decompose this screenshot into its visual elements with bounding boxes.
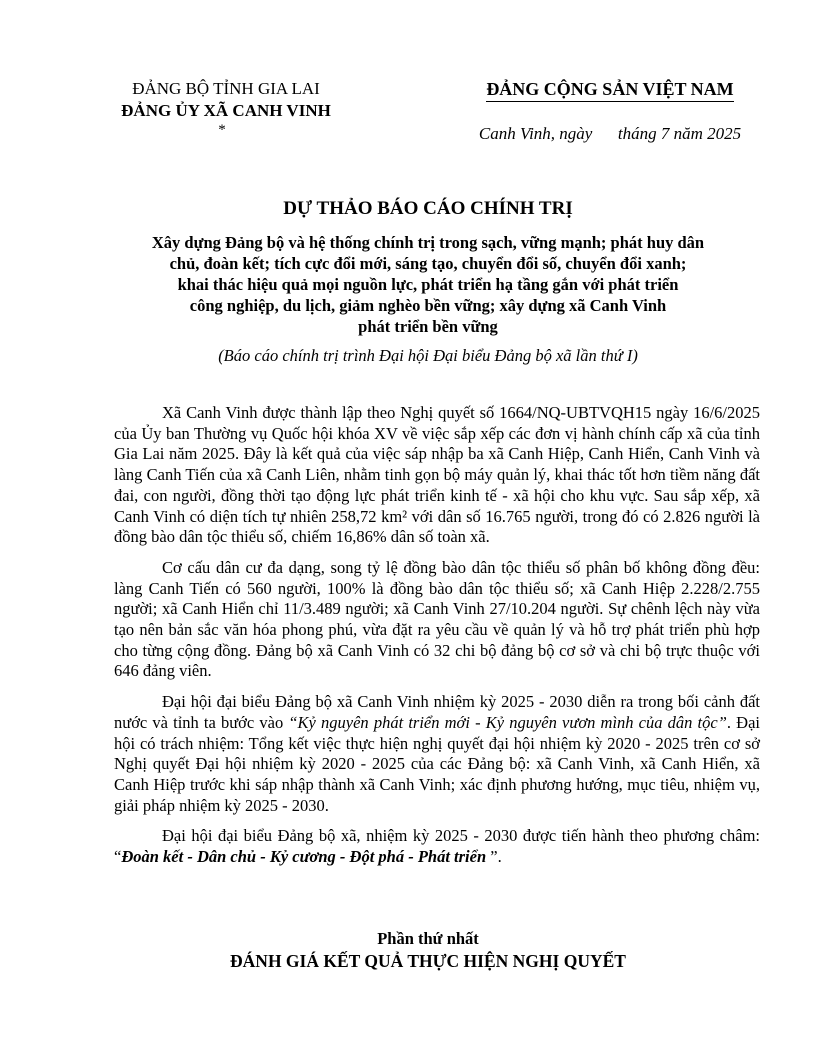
subtitle-line: chủ, đoàn kết; tích cực đổi mới, sáng tạo, chuyển đổi số, chuyển đổi xanh; <box>169 254 687 273</box>
paragraph-4-text-a: Đại hội đại biểu Đảng bộ xã, nhiệm kỳ 2025 - 2030 được tiến hành theo phương châm: “ <box>114 826 760 867</box>
party-name: ĐẢNG CỘNG SẢN VIỆT NAM <box>486 78 733 102</box>
paragraph-3-text-a: Đại hội đại biểu Đảng bộ xã Canh Vinh nhiệm kỳ 2025 - 2030 diễn ra trong bối cảnh đất nước và tỉnh ta bước vào <box>114 692 760 732</box>
section-title: ĐÁNH GIÁ KẾT QUẢ THỰC HIỆN NGHỊ QUYẾT <box>230 951 626 971</box>
issuing-organization <box>96 78 356 138</box>
org-star: * <box>218 122 226 138</box>
party-header <box>460 78 760 145</box>
paragraph-2: Cơ cấu dân cư đa dạng, song tỷ lệ đồng bào dân tộc thiểu số phân bố không đồng đều: làng Canh Tiến có 560 người, 100% là đồng bào dân tộc thiểu số; xã Canh Hiệp 2.228/2.755 người; xã Canh Hiển chỉ 11/3.489 người; xã Canh Vinh 27/10.204 người. Sự chênh lệch này vừa tạo nên bản sắc văn hóa phong phú, vừa đặt ra yêu cầu về quản lý và hỗ trợ phát triển phù hợp cho từng cộng đồng. Đảng bộ xã Canh Vinh có 32 chi bộ đảng bộ cơ sở và chi bộ trực thuộc với 646 đảng viên. <box>114 557 760 681</box>
paragraph-3-text-b: . Đại hội có trách nhiệm: Tổng kết việc thực hiện nghị quyết đại hội nhiệm kỳ 2020 - 2025 trên cơ sở Nghị quyết Đại hội nhiệm kỳ 2020 - 2025 của các Đảng bộ: xã Canh Vinh, xã Canh Hiển, xã Canh Hiệp trước khi sáp nhập thành xã Canh Vinh; xác định phương hướng, mục tiêu, nhiệm vụ, giải pháp nhiệm kỳ 2025 - 2030. <box>114 712 761 815</box>
date-line: Canh Vinh, ngày tháng 7 năm 2025 <box>478 124 742 143</box>
org-line-2: ĐẢNG ỦY XÃ CANH VINH <box>121 101 331 120</box>
org-line-1: ĐẢNG BỘ TỈNH GIA LAI <box>132 79 320 98</box>
document-subtitle <box>106 232 750 337</box>
paragraph-4 <box>114 826 760 867</box>
paragraph-4-motto: Đoàn kết - Dân chủ - Kỷ cương - Đột phá - Phát triển <box>121 847 487 867</box>
paragraph-3-quote: “Kỷ nguyên phát triển mới - Kỷ nguyên vươn mình của dân tộc” <box>288 712 727 732</box>
paragraph-4-text-b: ”. <box>486 847 502 867</box>
subtitle-line: phát triển bền vững <box>358 317 498 336</box>
part-label: Phần thứ nhất <box>377 929 479 948</box>
report-body <box>114 403 760 878</box>
report-note: (Báo cáo chính trị trình Đại hội Đại biểu Đảng bộ xã lần thứ I) <box>218 346 638 365</box>
subtitle-line: khai thác hiệu quả mọi nguồn lực, phát triển hạ tầng gắn với phát triển <box>177 275 679 294</box>
document-title: DỰ THẢO BÁO CÁO CHÍNH TRỊ <box>283 198 573 219</box>
paragraph-1: Xã Canh Vinh được thành lập theo Nghị quyết số 1664/NQ-UBTVQH15 ngày 16/6/2025 của Ủy ban Thường vụ Quốc hội khóa XV về việc sắp xếp các đơn vị hành chính cấp xã của tỉnh Gia Lai năm 2025. Đây là kết quả của việc sáp nhập ba xã Canh Hiệp, Canh Hiển, Canh Vinh và làng Canh Tiến của xã Canh Liên, nhằm tinh gọn bộ máy quản lý, khai thác tốt hơn tiềm năng đất đai, con người, đồng thời tạo động lực phát triển kinh tế - xã hội cho khu vực. Sau sắp xếp, xã Canh Vinh có diện tích tự nhiên 258,72 km² với dân số 16.765 người, trong đó có 2.826 người là đồng bào dân tộc thiểu số, chiếm 16,86% dân số toàn xã. <box>114 403 760 547</box>
paragraph-3 <box>114 692 760 816</box>
subtitle-line: Xây dựng Đảng bộ và hệ thống chính trị trong sạch, vững mạnh; phát huy dân <box>151 233 705 252</box>
subtitle-line: công nghiệp, du lịch, giảm nghèo bền vững; xây dựng xã Canh Vinh <box>189 296 667 315</box>
